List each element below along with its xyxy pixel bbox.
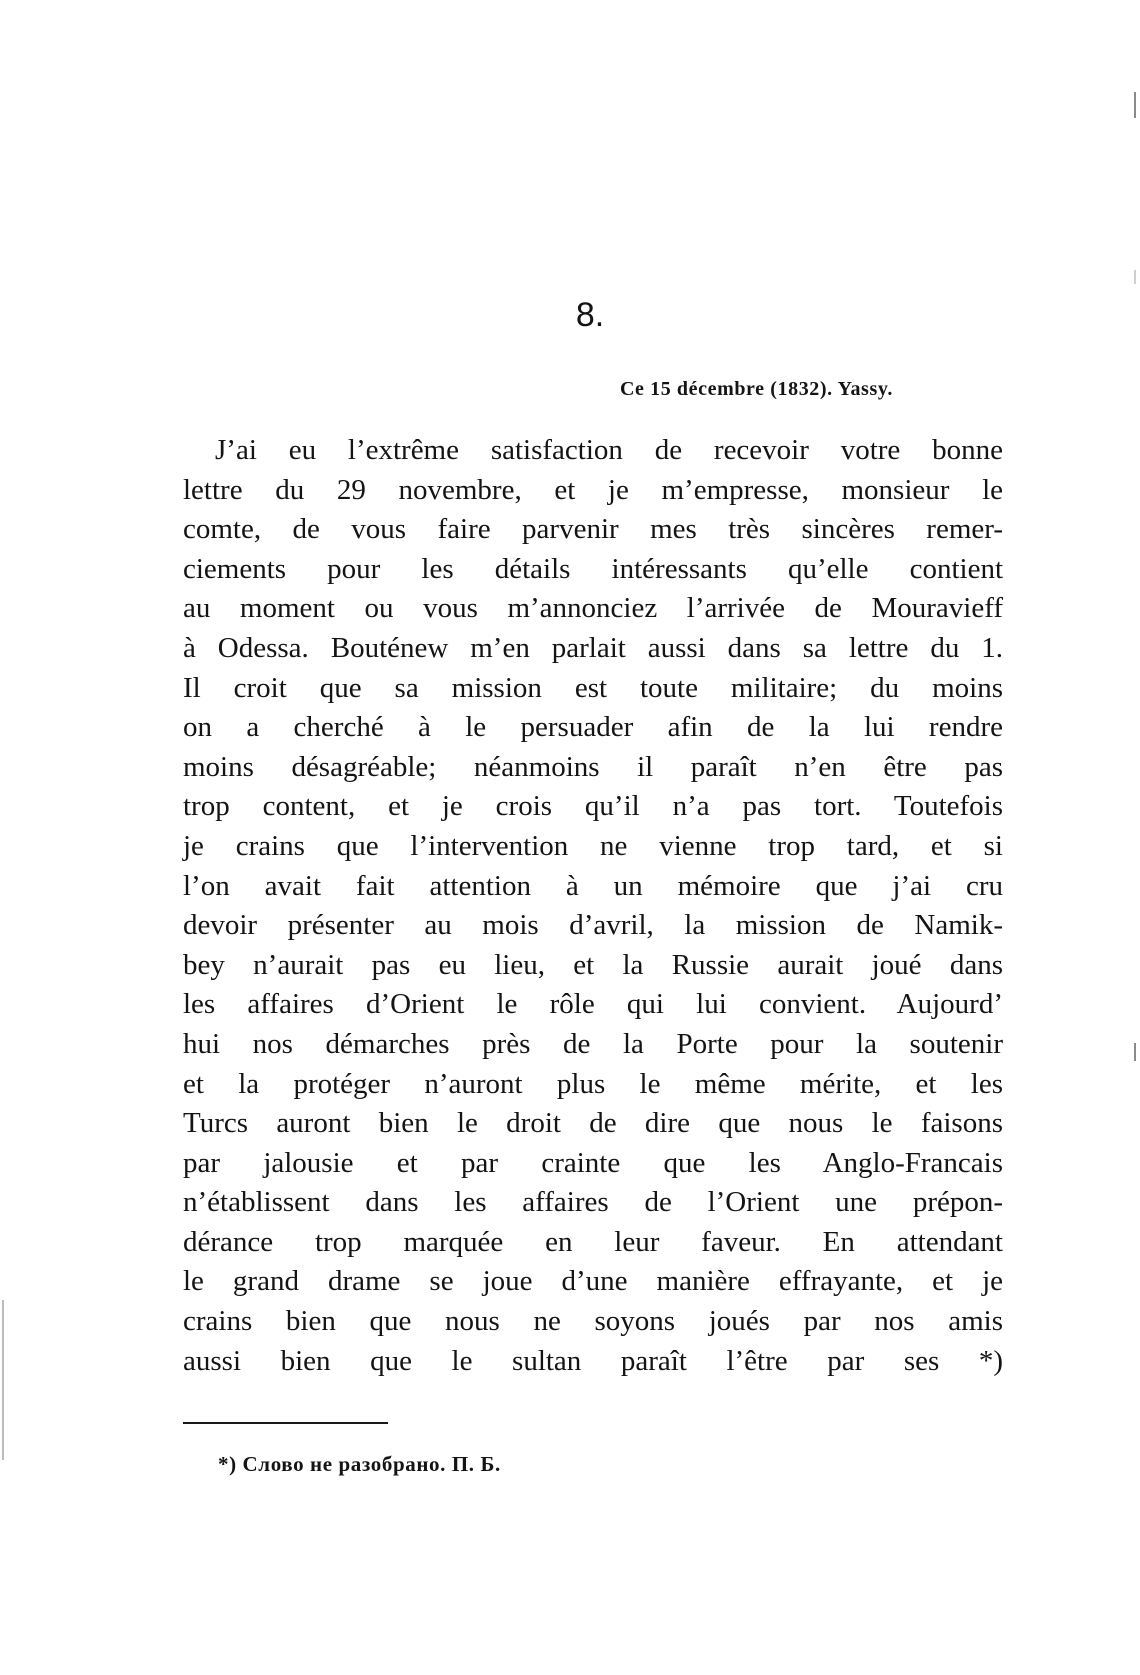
text-line: à Odessa. Bouténew m’en parlait aussi dans sa lettre du 1. [183, 631, 1003, 664]
scan-edge-specks [2, 1300, 4, 1460]
scan-edge-mark [1134, 270, 1136, 284]
footnote: *) Слово не разобрано. П. Б. [218, 1452, 501, 1476]
text-line: par jalousie et par crainte que les Anglo-Francais [183, 1146, 1003, 1179]
text-line: aussi bien que le sultan paraît l’être par ses *) [183, 1344, 1003, 1377]
scan-edge-mark [1134, 1043, 1136, 1061]
text-line: J’ai eu l’extrême satisfaction de recevoir votre bonne [215, 434, 1003, 466]
text-line: on a cherché à le persuader afin de la lui rendre [183, 711, 1003, 744]
text-line: n’établissent dans les affaires de l’Orient une prépon- [183, 1186, 1003, 1219]
scan-edge-mark [1134, 92, 1136, 118]
text-line: trop content, et je crois qu’il n’a pas tort. Toutefois [183, 790, 1003, 823]
text-line: comte, de vous faire parvenir mes très sincères remer- [183, 513, 1003, 546]
dateline: Ce 15 décembre (1832). Yassy. [620, 378, 893, 400]
text-line: dérance trop marquée en leur faveur. En attendant [183, 1225, 1003, 1258]
text-line: bey n’aurait pas eu lieu, et la Russie aurait joué dans [183, 948, 1003, 981]
text-line: crains bien que nous ne soyons joués par nos amis [183, 1305, 1003, 1338]
text-line: devoir présenter au mois d’avril, la mission de Namik- [183, 909, 1003, 942]
text-line: lettre du 29 novembre, et je m’empresse, monsieur le [183, 473, 1003, 506]
text-line: les affaires d’Orient le rôle qui lui convient. Aujourd’ [183, 988, 1003, 1021]
letter-number: 8. [575, 296, 605, 334]
text-line: hui nos démarches près de la Porte pour la soutenir [183, 1027, 1003, 1060]
text-line: Turcs auront bien le droit de dire que nous le faisons [183, 1107, 1003, 1140]
text-line: au moment ou vous m’annonciez l’arrivée de Mouravieff [183, 592, 1003, 625]
letter-body [183, 431, 1003, 1381]
text-line: Il croit que sa mission est toute militaire; du moins [183, 671, 1003, 704]
text-line: moins désagréable; néanmoins il paraît n’en être pas [183, 750, 1003, 783]
text-line: le grand drame se joue d’une manière effrayante, et je [183, 1265, 1003, 1298]
text-line: et la protéger n’auront plus le même mérite, et les [183, 1067, 1003, 1100]
text-line: je crains que l’intervention ne vienne trop tard, et si [183, 829, 1003, 862]
text-line: ciements pour les détails intéressants qu’elle contient [183, 552, 1003, 585]
text-line: l’on avait fait attention à un mémoire que j’ai cru [183, 869, 1003, 902]
footnote-rule [183, 1422, 388, 1424]
